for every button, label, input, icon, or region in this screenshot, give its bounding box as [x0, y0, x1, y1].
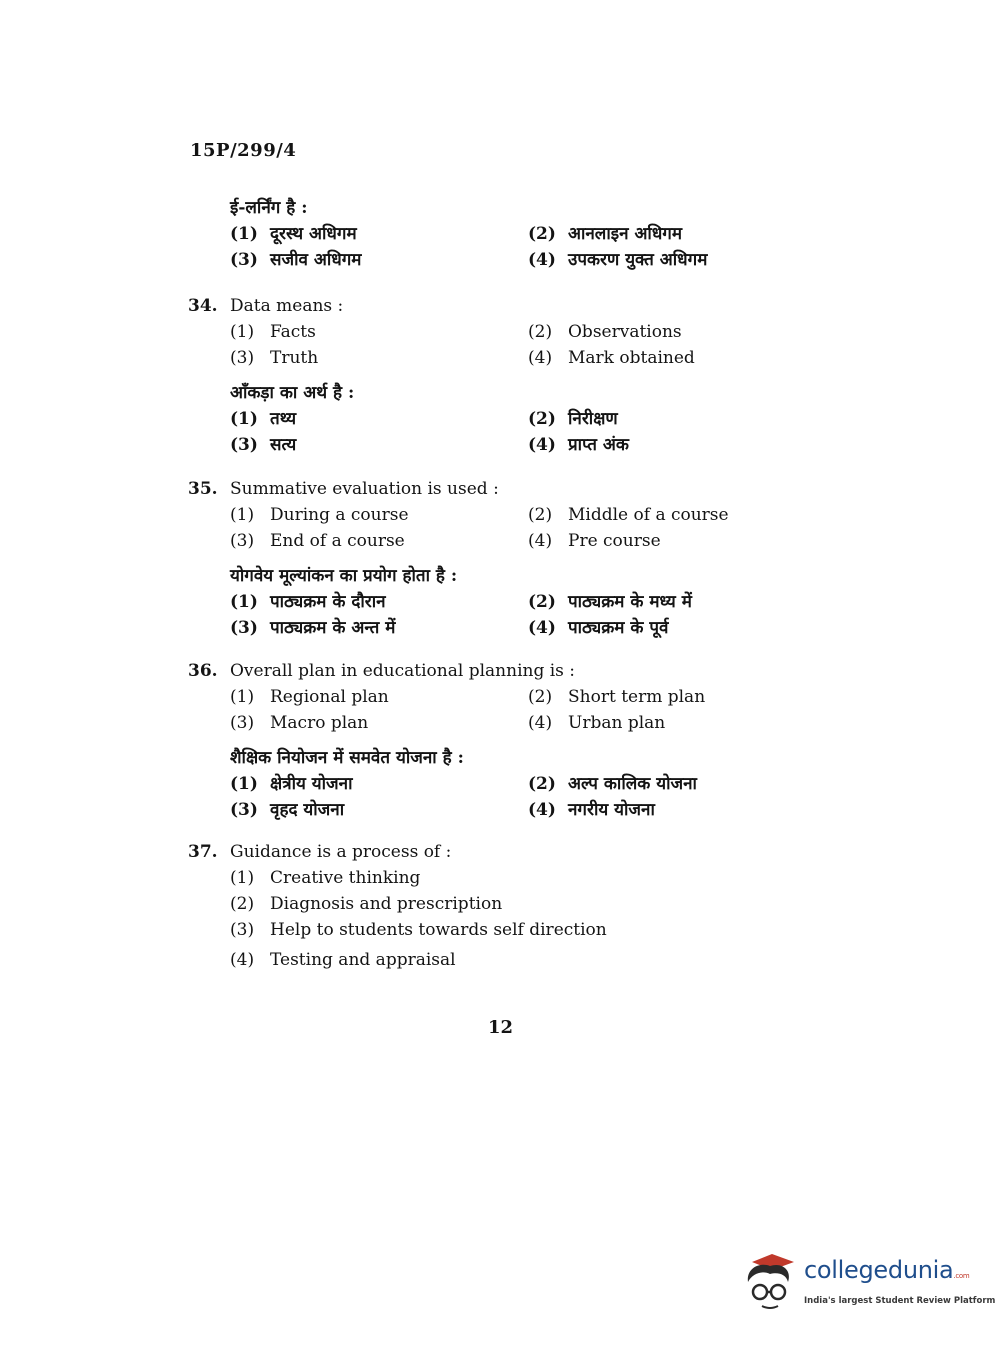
question-stem: 36. Overall plan in educational planning is : — [188, 661, 576, 681]
options-hindi — [230, 407, 768, 458]
question-stem-hindi: योगवेय मूल्यांकन का प्रयोग होता है : — [230, 566, 458, 586]
question-34 — [188, 294, 768, 458]
option: (4) Testing and appraisal — [230, 950, 456, 970]
question-stem: 35. Summative evaluation is used : — [188, 479, 499, 499]
option: (2) Diagnosis and prescription — [230, 894, 503, 914]
option: (3) End of a course — [230, 531, 405, 551]
student-mascot-icon — [742, 1252, 798, 1314]
option: (2) Observations — [528, 322, 682, 342]
option: (2) पाठ्यक्रम के मध्य में — [528, 592, 692, 612]
question-33-hindi — [188, 196, 768, 273]
option: (1) Regional plan — [230, 687, 389, 707]
question-stem-hindi: आँकड़ा का अर्थ है : — [230, 383, 355, 403]
options — [230, 503, 768, 554]
option: (3) Macro plan — [230, 713, 369, 733]
option: (1) Facts — [230, 322, 316, 342]
question-stem: 34. Data means : — [188, 296, 344, 316]
option: (2) अल्प कालिक योजना — [528, 774, 697, 794]
question-stem-hindi: शैक्षिक नियोजन में समवेत योजना है : — [230, 748, 464, 768]
option: (4) नगरीय योजना — [528, 800, 655, 820]
option: (3) पाठ्यक्रम के अन्त में — [230, 618, 396, 638]
option: (2) Middle of a course — [528, 505, 729, 525]
option: (3) सजीव अधिगम — [230, 250, 362, 270]
question-36 — [188, 659, 768, 823]
option: (1) तथ्य — [230, 409, 297, 429]
collegedunia-logo — [742, 1252, 996, 1314]
option: (3) वृहद योजना — [230, 800, 345, 820]
option: (1) पाठ्यक्रम के दौरान — [230, 592, 386, 612]
option: (4) Urban plan — [528, 713, 666, 733]
question-stem: 37. Guidance is a process of : — [188, 842, 452, 862]
option: (4) Pre course — [528, 531, 661, 551]
option: (2) Short term plan — [528, 687, 706, 707]
option: (1) दूरस्थ अधिगम — [230, 224, 357, 244]
options — [230, 685, 768, 736]
logo-wordmark: collegedunia.com — [804, 1256, 970, 1284]
option: (4) पाठ्यक्रम के पूर्व — [528, 618, 669, 638]
option: (4) Mark obtained — [528, 348, 695, 368]
option: (2) आनलाइन अधिगम — [528, 224, 683, 244]
option: (1) क्षेत्रीय योजना — [230, 774, 353, 794]
options — [230, 866, 768, 974]
options-hindi — [230, 222, 768, 273]
option: (4) प्राप्त अंक — [528, 435, 629, 455]
options-hindi — [230, 772, 768, 823]
question-37 — [188, 840, 768, 974]
option: (3) Help to students towards self direction — [230, 920, 607, 940]
question-stem-hindi: ई-लर्निंग है : — [230, 198, 308, 218]
option: (2) निरीक्षण — [528, 409, 618, 429]
option: (3) Truth — [230, 348, 319, 368]
question-35 — [188, 477, 768, 641]
option: (1) During a course — [230, 505, 409, 525]
option: (4) उपकरण युक्त अधिगम — [528, 250, 708, 270]
options — [230, 320, 768, 371]
option: (1) Creative thinking — [230, 868, 421, 888]
logo-tagline: India's largest Student Review Platform — [804, 1296, 996, 1306]
page-number: 12 — [488, 1017, 514, 1038]
options-hindi — [230, 590, 768, 641]
option: (3) सत्य — [230, 435, 297, 455]
paper-code: 15P/299/4 — [190, 140, 297, 161]
